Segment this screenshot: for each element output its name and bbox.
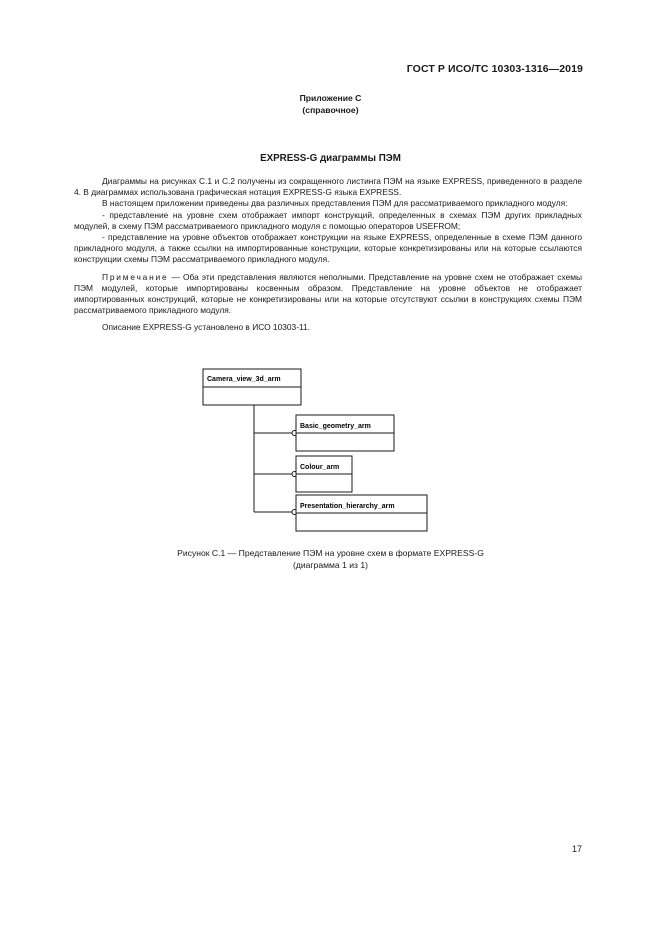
schema-box-presentation-hierarchy xyxy=(296,495,427,531)
appendix-subtitle: (справочное) xyxy=(302,105,359,115)
paragraph-entity-level: - представление на уровне объектов отображает конструкции на языке EXPRESS, определенные в схеме ПЭМ данного прикладного модуля, а также ссылки на импортированные конструкции, которые конкретизированы или на которые ссылаются конструкции схемы ПЭМ рассматриваемого прикладного модуля. xyxy=(74,232,582,265)
schema-label-presentation-hierarchy: Presentation_hierarchy_arm xyxy=(300,503,395,510)
schema-label-main: Camera_view_3d_arm xyxy=(207,376,281,383)
figure-caption: Рисунок С.1 — Представление ПЭМ на уровне схем в формате EXPRESS-G xyxy=(177,548,484,558)
note-text: — Оба эти представления являются неполными. Представление на уровне схем не отображает схемы ПЭМ модулей, которые импортированы косвенным образом. Представление на уровне объектов не отображает импортированных конструкций, которые не конкретизированы или на которые отсутствуют ссылки в конструкциях схемы ПЭМ рассматриваемого прикладного модуля. xyxy=(74,271,582,316)
figure-subcaption: (диаграмма 1 из 1) xyxy=(292,560,369,570)
schema-box-main xyxy=(203,369,301,405)
paragraph-representations: В настоящем приложении приведены два различных представления ПЭМ для рассматриваемого прикладного модуля: xyxy=(102,198,568,209)
paragraph-schema-level: - представление на уровне схем отображает импорт конструкций, определенных в схемах ПЭМ других прикладных модулей, в схему ПЭМ рассматриваемого прикладного модуля с помощью операторов USEFROM; xyxy=(74,209,582,231)
paragraph-express-g-ref: Описание EXPRESS-G установлено в ИСО 10303-11. xyxy=(102,322,311,333)
section-title: EXPRESS-G диаграммы ПЭМ xyxy=(260,153,401,164)
page-number: 17 xyxy=(571,844,582,854)
paragraph-diagrams: Диаграммы на рисунках С.1 и С.2 получены из сокращенного листинга ПЭМ на языке EXPRESS, приведенного в разделе 4. В диаграммах использована графическая нотация EXPRESS-G языка EXPRESS. xyxy=(74,176,582,198)
figure-caption-block xyxy=(0,547,661,571)
schema-label-colour: Colour_arm xyxy=(300,464,340,471)
standard-header: ГОСТ Р ИСО/ТС 10303-1316—2019 xyxy=(406,63,583,75)
schema-box-basic-geometry xyxy=(296,415,394,451)
note-label: Примечание xyxy=(102,271,169,282)
schema-box-colour xyxy=(296,456,352,492)
schema-label-basic-geometry: Basic_geometry_arm xyxy=(300,423,371,430)
appendix-title: Приложение С xyxy=(299,93,362,103)
